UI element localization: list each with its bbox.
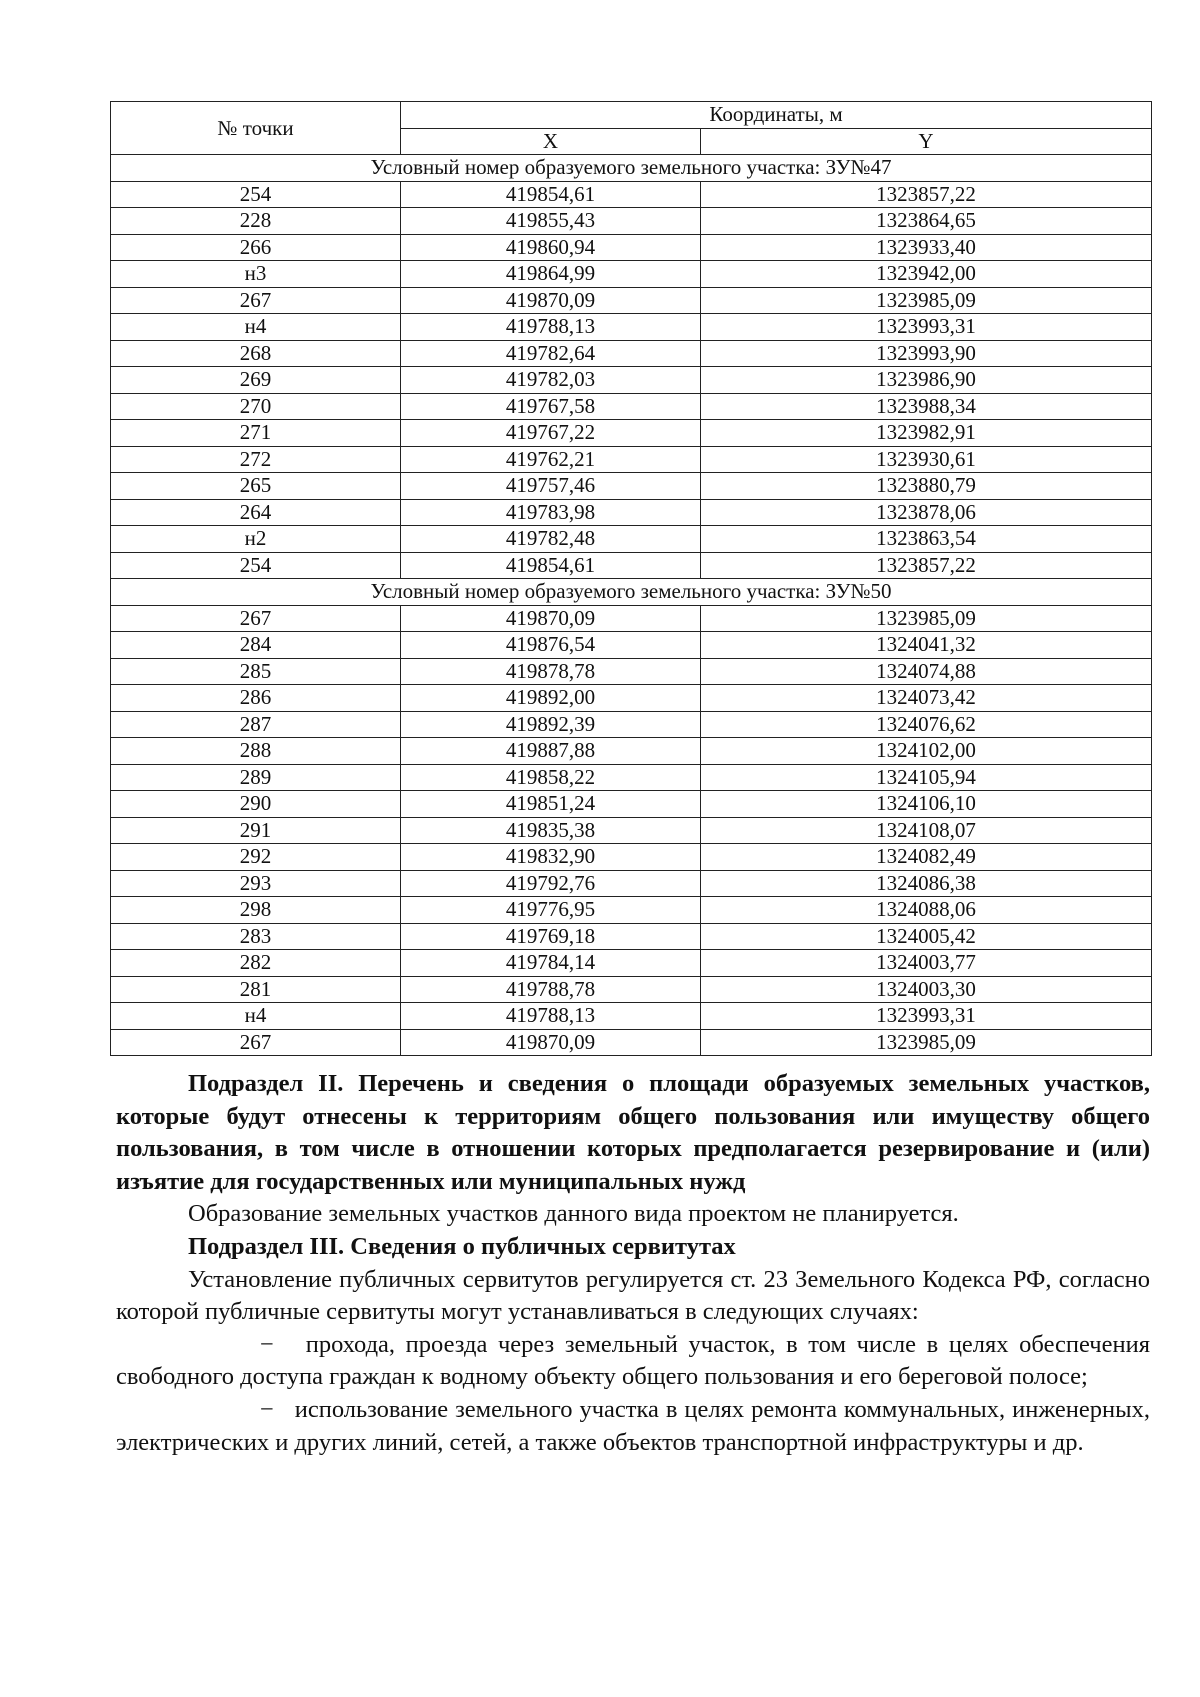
table-row [111,499,1152,526]
y-coordinate-cell: 1324082,49 [701,844,1152,871]
point-number-cell: 293 [111,870,401,897]
point-number-cell: 264 [111,499,401,526]
x-coordinate-cell: 419767,58 [401,393,701,420]
point-number-cell: 265 [111,473,401,500]
table-row [111,446,1152,473]
table-body [111,155,1152,1056]
y-coordinate-cell: 1324073,42 [701,685,1152,712]
y-coordinate-cell: 1323985,09 [701,287,1152,314]
point-number-cell: 287 [111,711,401,738]
table-row [111,711,1152,738]
point-number-cell: 291 [111,817,401,844]
point-number-cell: 267 [111,605,401,632]
coordinates-table [110,101,1152,1056]
point-number-cell: н4 [111,314,401,341]
table-row [111,208,1152,235]
x-coordinate-cell: 419855,43 [401,208,701,235]
table-row [111,314,1152,341]
table-row [111,791,1152,818]
subsection-3-intro: Установление публичных сервитутов регулируется ст. 23 Земельного Кодекса РФ, согласно которой публичные сервитуты могут устанавливаться в следующих случаях: [116,1265,1150,1326]
y-coordinate-cell: 1323993,31 [701,314,1152,341]
point-number-cell: н4 [111,1003,401,1030]
x-coordinate-cell: 419769,18 [401,923,701,950]
point-number-cell: 290 [111,791,401,818]
y-coordinate-cell: 1323942,00 [701,261,1152,288]
y-coordinate-cell: 1323986,90 [701,367,1152,394]
x-coordinate-cell: 419858,22 [401,764,701,791]
point-number-cell: 288 [111,738,401,765]
table-row [111,367,1152,394]
y-coordinate-cell: 1324074,88 [701,658,1152,685]
x-coordinate-cell: 419887,88 [401,738,701,765]
header-coordinates: Координаты, м [401,102,1152,129]
point-number-cell: 268 [111,340,401,367]
bullet-item-2 [116,1394,1150,1459]
y-coordinate-cell: 1324086,38 [701,870,1152,897]
header-point-number: № точки [111,102,401,155]
section-title: Условный номер образуемого земельного участка: ЗУ№47 [111,155,1152,182]
y-coordinate-cell: 1323988,34 [701,393,1152,420]
x-coordinate-cell: 419784,14 [401,950,701,977]
y-coordinate-cell: 1323857,22 [701,181,1152,208]
table-row [111,552,1152,579]
y-coordinate-cell: 1323864,65 [701,208,1152,235]
point-number-cell: 269 [111,367,401,394]
section-header-row [111,579,1152,606]
bullet-text: использование земельного участка в целях ремонта коммунальных, инженерных, электрических и других линий, сетей, а также объектов транспортной инфраструктуры и др. [116,1395,1150,1456]
table-row [111,658,1152,685]
y-coordinate-cell: 1323985,09 [701,605,1152,632]
x-coordinate-cell: 419788,78 [401,976,701,1003]
point-number-cell: 283 [111,923,401,950]
table-row [111,976,1152,1003]
x-coordinate-cell: 419864,99 [401,261,701,288]
subsection-3-heading: Подраздел III. Сведения о публичных сервитутах [188,1232,736,1260]
y-coordinate-cell: 1323857,22 [701,552,1152,579]
body-text [116,1068,1150,1459]
y-coordinate-cell: 1324041,32 [701,632,1152,659]
x-coordinate-cell: 419851,24 [401,791,701,818]
x-coordinate-cell: 419860,94 [401,234,701,261]
bullet-dash: − [260,1395,274,1423]
x-coordinate-cell: 419757,46 [401,473,701,500]
point-number-cell: 289 [111,764,401,791]
y-coordinate-cell: 1324105,94 [701,764,1152,791]
x-coordinate-cell: 419870,09 [401,287,701,314]
table-row [111,950,1152,977]
table-row [111,526,1152,553]
bullet-item-1 [116,1329,1150,1394]
table-row [111,234,1152,261]
point-number-cell: 254 [111,552,401,579]
point-number-cell: 281 [111,976,401,1003]
y-coordinate-cell: 1323933,40 [701,234,1152,261]
subsection-2-heading: Подраздел II. Перечень и сведения о площади образуемых земельных участков, которые будут отнесены к территориям общего пользования или имуществу общего пользования, в том числе в отношении которых предполагается резервирование и (или) изъятие для государственных или муниципальных нужд [116,1070,1150,1195]
x-coordinate-cell: 419776,95 [401,897,701,924]
x-coordinate-cell: 419762,21 [401,446,701,473]
y-coordinate-cell: 1323930,61 [701,446,1152,473]
y-coordinate-cell: 1323993,31 [701,1003,1152,1030]
bullet-dash: − [260,1330,274,1358]
y-coordinate-cell: 1324076,62 [701,711,1152,738]
point-number-cell: 271 [111,420,401,447]
x-coordinate-cell: 419892,00 [401,685,701,712]
table-row [111,1003,1152,1030]
x-coordinate-cell: 419767,22 [401,420,701,447]
bullet-text: прохода, проезда через земельный участок, в том числе в целях обеспечения свободного доступа граждан к водному объекту общего пользования и его береговой полосе; [116,1330,1150,1391]
point-number-cell: н2 [111,526,401,553]
y-coordinate-cell: 1323993,90 [701,340,1152,367]
x-coordinate-cell: 419854,61 [401,552,701,579]
x-coordinate-cell: 419782,64 [401,340,701,367]
x-coordinate-cell: 419835,38 [401,817,701,844]
point-number-cell: 286 [111,685,401,712]
y-coordinate-cell: 1323863,54 [701,526,1152,553]
point-number-cell: 228 [111,208,401,235]
table-row [111,844,1152,871]
x-coordinate-cell: 419792,76 [401,870,701,897]
table-row [111,473,1152,500]
y-coordinate-cell: 1323985,09 [701,1029,1152,1056]
point-number-cell: 285 [111,658,401,685]
table-row [111,1029,1152,1056]
table-row [111,870,1152,897]
y-coordinate-cell: 1323878,06 [701,499,1152,526]
table-row [111,685,1152,712]
table-row [111,605,1152,632]
point-number-cell: 266 [111,234,401,261]
table-row [111,632,1152,659]
point-number-cell: 282 [111,950,401,977]
table-row [111,923,1152,950]
header-y: Y [701,128,1152,155]
table-row [111,340,1152,367]
y-coordinate-cell: 1324003,30 [701,976,1152,1003]
y-coordinate-cell: 1324108,07 [701,817,1152,844]
x-coordinate-cell: 419878,78 [401,658,701,685]
point-number-cell: 272 [111,446,401,473]
table-row [111,393,1152,420]
y-coordinate-cell: 1323880,79 [701,473,1152,500]
x-coordinate-cell: 419870,09 [401,1029,701,1056]
x-coordinate-cell: 419783,98 [401,499,701,526]
point-number-cell: н3 [111,261,401,288]
x-coordinate-cell: 419782,48 [401,526,701,553]
x-coordinate-cell: 419854,61 [401,181,701,208]
point-number-cell: 267 [111,1029,401,1056]
section-header-row [111,155,1152,182]
point-number-cell: 292 [111,844,401,871]
point-number-cell: 267 [111,287,401,314]
table-row [111,738,1152,765]
point-number-cell: 298 [111,897,401,924]
header-x: X [401,128,701,155]
table-row [111,420,1152,447]
y-coordinate-cell: 1324102,00 [701,738,1152,765]
y-coordinate-cell: 1324106,10 [701,791,1152,818]
table-row [111,764,1152,791]
x-coordinate-cell: 419876,54 [401,632,701,659]
point-number-cell: 284 [111,632,401,659]
x-coordinate-cell: 419892,39 [401,711,701,738]
y-coordinate-cell: 1324003,77 [701,950,1152,977]
x-coordinate-cell: 419788,13 [401,1003,701,1030]
x-coordinate-cell: 419870,09 [401,605,701,632]
y-coordinate-cell: 1324088,06 [701,897,1152,924]
x-coordinate-cell: 419788,13 [401,314,701,341]
table-row [111,261,1152,288]
point-number-cell: 254 [111,181,401,208]
table-row [111,181,1152,208]
x-coordinate-cell: 419832,90 [401,844,701,871]
table-row [111,897,1152,924]
table-row [111,287,1152,314]
x-coordinate-cell: 419782,03 [401,367,701,394]
y-coordinate-cell: 1323982,91 [701,420,1152,447]
table-header [111,102,1152,155]
y-coordinate-cell: 1324005,42 [701,923,1152,950]
section-title: Условный номер образуемого земельного участка: ЗУ№50 [111,579,1152,606]
table-row [111,817,1152,844]
subsection-2-body: Образование земельных участков данного вида проектом не планируется. [188,1200,959,1228]
point-number-cell: 270 [111,393,401,420]
